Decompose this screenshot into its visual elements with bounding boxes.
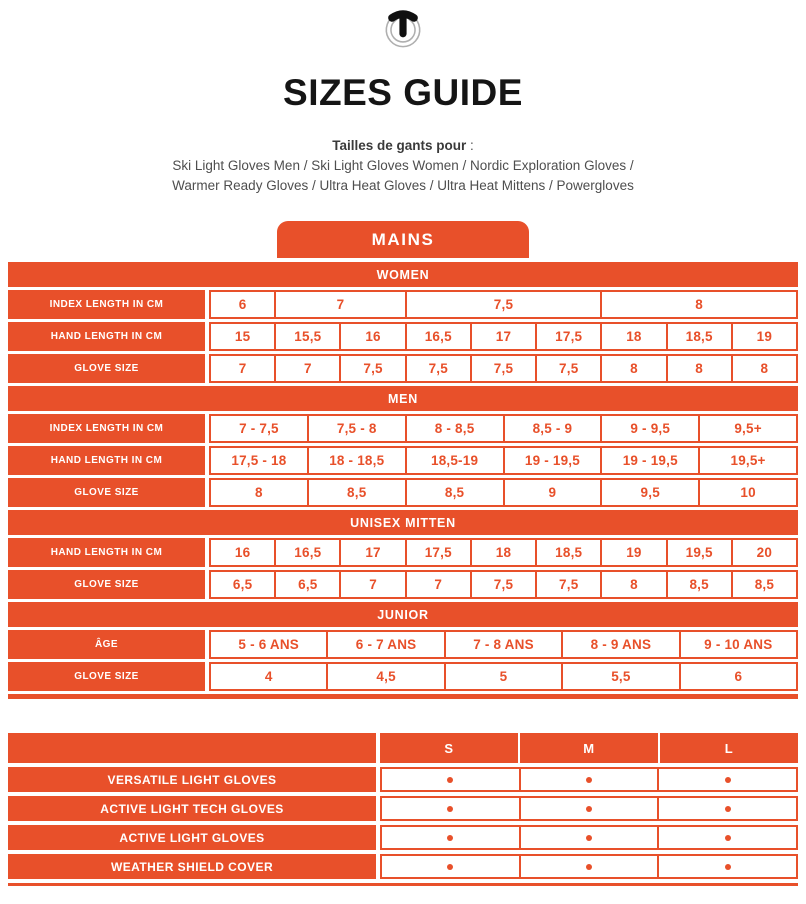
row-values [209, 414, 798, 443]
availability-values [380, 854, 798, 879]
row-label: HAND LENGTH IN CM [8, 538, 205, 567]
availability-row-active-light-gloves [8, 825, 798, 850]
size-cell: 7 [341, 572, 404, 597]
size-cell: 16,5 [407, 324, 470, 349]
row-label: INDEX LENGTH IN CM [8, 290, 205, 319]
size-row-glove-size [8, 662, 798, 691]
size-cell: 19 - 19,5 [505, 448, 601, 473]
row-label: INDEX LENGTH IN CM [8, 414, 205, 443]
availability-cell [659, 856, 796, 877]
size-cell: 9 [505, 480, 601, 505]
size-row-glove-size [8, 570, 798, 599]
size-cell: 5 - 6 ANS [211, 632, 326, 657]
size-row-hand-length-in-cm [8, 446, 798, 475]
size-cell: 5,5 [563, 664, 678, 689]
size-cell: 7 [276, 292, 404, 317]
availability-cell [382, 769, 519, 790]
size-cell: 6,5 [276, 572, 339, 597]
dot-icon [725, 835, 731, 841]
row-values [209, 290, 798, 319]
row-values [209, 662, 798, 691]
size-cell: 17,5 [537, 324, 600, 349]
size-cell: 16 [341, 324, 404, 349]
size-cell: 7,5 [407, 356, 470, 381]
availability-cell [659, 769, 796, 790]
dot-icon [586, 806, 592, 812]
subtitle-lead: Tailles de gants pour [332, 138, 467, 153]
size-section-men [8, 386, 798, 507]
size-cell: 7,5 [407, 292, 601, 317]
product-label: WEATHER SHIELD COVER [8, 854, 376, 879]
size-cell: 7,5 [537, 356, 600, 381]
size-row-hand-length-in-cm [8, 538, 798, 567]
table-bottom-border [8, 694, 798, 699]
size-cell: 7 - 8 ANS [446, 632, 561, 657]
size-cell: 19 [602, 540, 665, 565]
availability-row-weather-shield-cover [8, 854, 798, 879]
size-cell: 4 [211, 664, 326, 689]
size-cell: 8 [602, 356, 665, 381]
size-cell: 19 [733, 324, 796, 349]
size-cell: 9 - 9,5 [602, 416, 698, 441]
availability-row-active-light-tech-gloves [8, 796, 798, 821]
product-label: ACTIVE LIGHT TECH GLOVES [8, 796, 376, 821]
therm-ic-logo-icon [380, 4, 426, 52]
size-cell: 8 [602, 572, 665, 597]
row-label: GLOVE SIZE [8, 478, 205, 507]
availability-values [380, 767, 798, 792]
size-cell: 8 [668, 356, 731, 381]
availability-values [380, 796, 798, 821]
row-values [209, 570, 798, 599]
row-label: ÂGE [8, 630, 205, 659]
size-cell: 9 - 10 ANS [681, 632, 796, 657]
availability-header-spacer [8, 733, 376, 763]
size-cell: 7,5 [537, 572, 600, 597]
availability-row-versatile-light-gloves [8, 767, 798, 792]
size-cell: 15 [211, 324, 274, 349]
size-cell: 17 [341, 540, 404, 565]
dot-icon [447, 835, 453, 841]
availability-cell [382, 798, 519, 819]
dot-icon [586, 835, 592, 841]
size-cell: 7,5 [472, 572, 535, 597]
size-cell: 4,5 [328, 664, 443, 689]
availability-cell [659, 827, 796, 848]
product-label: ACTIVE LIGHT GLOVES [8, 825, 376, 850]
size-cell: 9,5 [602, 480, 698, 505]
subtitle-heading [0, 136, 806, 156]
size-cell: 20 [733, 540, 796, 565]
size-cell: 18 [602, 324, 665, 349]
size-cell: 7 [407, 572, 470, 597]
size-row-glove-size [8, 478, 798, 507]
size-cell: 19 - 19,5 [602, 448, 698, 473]
size-cell: 7 [276, 356, 339, 381]
row-label: GLOVE SIZE [8, 354, 205, 383]
size-section-junior [8, 602, 798, 691]
availability-cell [382, 856, 519, 877]
row-label: HAND LENGTH IN CM [8, 446, 205, 475]
size-cell: 6,5 [211, 572, 274, 597]
availability-cell [521, 798, 658, 819]
size-cell: 17,5 - 18 [211, 448, 307, 473]
availability-cell [521, 827, 658, 848]
size-cell: 8 - 9 ANS [563, 632, 678, 657]
size-header-l: L [660, 733, 798, 763]
size-section-unisex-mitten [8, 510, 798, 599]
size-cell: 8 - 8,5 [407, 416, 503, 441]
size-cell: 8,5 [407, 480, 503, 505]
availability-cell [521, 856, 658, 877]
row-values [209, 446, 798, 475]
section-header-women: WOMEN [8, 262, 798, 287]
size-cell: 19,5+ [700, 448, 796, 473]
size-cell: 7,5 [472, 356, 535, 381]
row-values [209, 630, 798, 659]
row-label: HAND LENGTH IN CM [8, 322, 205, 351]
product-label: VERSATILE LIGHT GLOVES [8, 767, 376, 792]
availability-cell [382, 827, 519, 848]
row-values [209, 322, 798, 351]
logo-container [0, 0, 806, 54]
size-cell: 19,5 [668, 540, 731, 565]
dot-icon [586, 864, 592, 870]
size-cell: 7,5 [341, 356, 404, 381]
size-cell: 8,5 [668, 572, 731, 597]
row-label: GLOVE SIZE [8, 570, 205, 599]
size-cell: 15,5 [276, 324, 339, 349]
row-values [209, 538, 798, 567]
size-cell: 18 [472, 540, 535, 565]
tab-mains[interactable]: MAINS [277, 221, 529, 258]
subtitle-line-1: Ski Light Gloves Men / Ski Light Gloves Women / Nordic Exploration Gloves / [172, 158, 634, 173]
subtitle-block [0, 136, 806, 196]
dot-icon [725, 864, 731, 870]
size-section-women [8, 262, 798, 383]
dot-icon [447, 806, 453, 812]
section-header-unisex-mitten: UNISEX MITTEN [8, 510, 798, 535]
sizes-table [8, 262, 798, 699]
size-header-m: M [520, 733, 658, 763]
size-cell: 7 - 7,5 [211, 416, 307, 441]
availability-cell [659, 798, 796, 819]
size-cell: 18 - 18,5 [309, 448, 405, 473]
size-row-index-length-in-cm [8, 414, 798, 443]
row-values [209, 354, 798, 383]
size-cell: 10 [700, 480, 796, 505]
dot-icon [447, 864, 453, 870]
page-title: SIZES GUIDE [283, 72, 523, 113]
availability-bottom-border [8, 883, 798, 886]
size-cell: 17 [472, 324, 535, 349]
size-cell: 6 - 7 ANS [328, 632, 443, 657]
size-row-index-length-in-cm [8, 290, 798, 319]
size-cell: 18,5-19 [407, 448, 503, 473]
size-cell: 9,5+ [700, 416, 796, 441]
size-cell: 18,5 [537, 540, 600, 565]
subtitle-colon: : [466, 138, 474, 153]
dot-icon [725, 777, 731, 783]
size-cell: 8 [211, 480, 307, 505]
size-cell: 6 [681, 664, 796, 689]
size-cell: 8,5 [309, 480, 405, 505]
subtitle-line-2: Warmer Ready Gloves / Ultra Heat Gloves / Ultra Heat Mittens / Powergloves [172, 178, 634, 193]
row-values [209, 478, 798, 507]
availability-header-row [8, 733, 798, 763]
size-cell: 16,5 [276, 540, 339, 565]
row-label: GLOVE SIZE [8, 662, 205, 691]
section-header-men: MEN [8, 386, 798, 411]
size-cell: 16 [211, 540, 274, 565]
size-cell: 5 [446, 664, 561, 689]
size-cell: 8 [733, 356, 796, 381]
size-cell: 17,5 [407, 540, 470, 565]
size-cell: 8 [602, 292, 796, 317]
size-row-hand-length-in-cm [8, 322, 798, 351]
size-cell: 7 [211, 356, 274, 381]
availability-values [380, 825, 798, 850]
size-cell: 7,5 - 8 [309, 416, 405, 441]
dot-icon [586, 777, 592, 783]
dot-icon [725, 806, 731, 812]
size-cell: 6 [211, 292, 274, 317]
size-cell: 8,5 - 9 [505, 416, 601, 441]
size-header-s: S [380, 733, 518, 763]
availability-table [8, 733, 798, 886]
availability-cell [521, 769, 658, 790]
size-row-glove-size [8, 354, 798, 383]
size-cell: 8,5 [733, 572, 796, 597]
section-header-junior: JUNIOR [8, 602, 798, 627]
size-row--ge [8, 630, 798, 659]
dot-icon [447, 777, 453, 783]
availability-size-headers [380, 733, 798, 763]
size-cell: 18,5 [668, 324, 731, 349]
